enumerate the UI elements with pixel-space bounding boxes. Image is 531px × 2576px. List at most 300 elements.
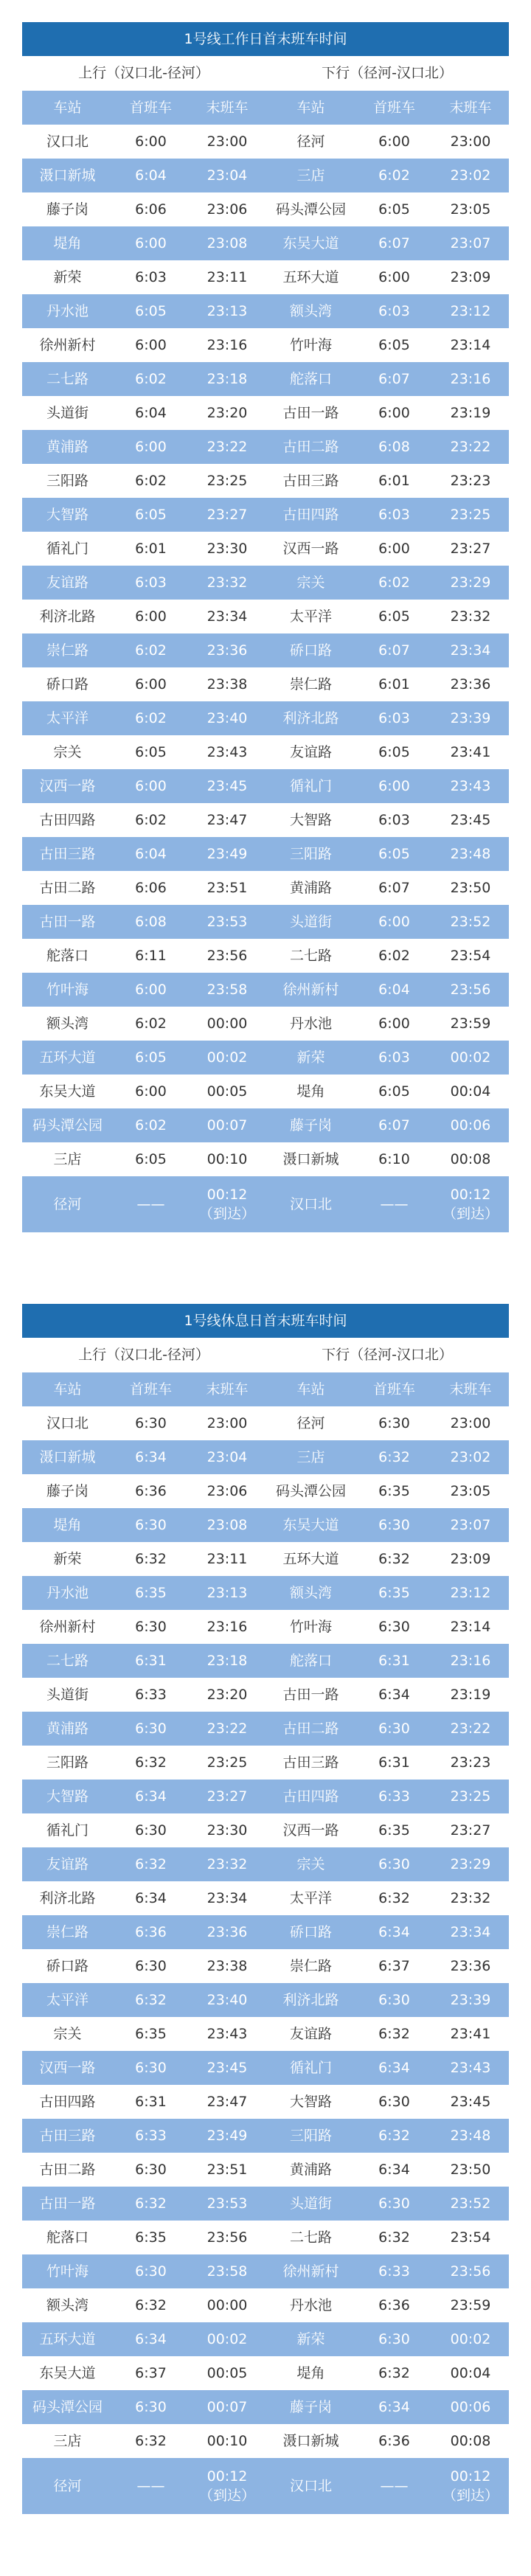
station-up-cell: 友谊路: [46, 574, 88, 591]
first-train-down-cell: 6:00: [378, 778, 410, 794]
first-train-down-cell: 6:34: [378, 2060, 410, 2076]
station-up-cell: 新荣: [53, 1551, 82, 1567]
table-row: [22, 1644, 509, 1678]
last-train-down-cell: 23:43: [450, 2060, 491, 2076]
first-train-down-cell: 6:34: [378, 2399, 410, 2415]
table-row: [22, 1075, 509, 1108]
table-row: [22, 2017, 509, 2051]
first-train-up-cell: 6:31: [135, 2094, 167, 2110]
first-train-up-cell: ——: [136, 2478, 165, 2494]
table-row: [22, 1949, 509, 1983]
station-down-cell: 五环大道: [282, 269, 339, 285]
first-train-up-cell: 6:06: [135, 880, 167, 896]
table-row: [22, 2221, 509, 2254]
table-row: [22, 1108, 509, 1142]
last-train-up-cell: 23:45: [206, 2060, 248, 2076]
first-train-down-cell: 6:05: [378, 201, 410, 218]
last-train-up-cell: 23:11: [206, 1551, 248, 1567]
station-up-cell: 滠口新城: [39, 167, 96, 184]
last-train-up-cell: 23:13: [206, 1585, 248, 1601]
last-train-down-cell: 23:07: [450, 1517, 491, 1533]
last-train-up-cell: 00:02: [206, 1049, 248, 1066]
last-train-up-cell: 23:34: [206, 608, 248, 625]
last-train-up-cell: 23:40: [206, 710, 248, 726]
last-train-down-cell: 23:48: [450, 846, 491, 862]
last-train-up-cell: 00:02: [206, 2331, 248, 2347]
first-train-up-cell: 6:00: [135, 608, 167, 625]
station-up-cell: 利济北路: [39, 608, 96, 625]
last-train-down-cell: 23:09: [450, 1551, 491, 1567]
table-row: [22, 1440, 509, 1474]
station-down-cell: 新荣: [296, 2331, 325, 2347]
table-row: [22, 1542, 509, 1576]
last-train-down-cell: 00:08: [450, 1151, 491, 1167]
last-train-up-cell: 00:10: [206, 2433, 248, 2449]
last-train-down-cell: 23:50: [450, 880, 491, 896]
station-up-cell: 硚口路: [46, 1958, 88, 1974]
station-down-cell: 汉口北: [289, 1196, 332, 1212]
first-train-down-cell: 6:30: [378, 1517, 410, 1533]
station-down-cell: 古田二路: [282, 439, 339, 455]
station-up-cell: 汉口北: [46, 133, 88, 150]
first-train-up-cell: 6:34: [135, 2331, 167, 2347]
first-train-down-cell: 6:32: [378, 2229, 410, 2246]
first-train-up-cell: 6:05: [135, 303, 167, 319]
station-up-cell: 三阳路: [46, 473, 88, 489]
station-down-cell: 竹叶海: [289, 337, 332, 353]
col-first-train: 首班车: [129, 100, 172, 116]
table-row: [22, 600, 509, 633]
table-row: [22, 532, 509, 566]
last-train-down-cell: 00:02: [450, 1049, 491, 1066]
station-up-cell: 古田四路: [39, 2094, 96, 2110]
first-train-down-cell: 6:00: [378, 541, 410, 557]
last-train-down-cell: 23:14: [450, 1619, 491, 1635]
station-up-cell: 古田二路: [39, 2162, 96, 2178]
station-up-cell: 黄浦路: [46, 1721, 88, 1737]
first-train-up-cell: 6:30: [135, 1517, 167, 1533]
last-train-down-cell: 23:39: [450, 710, 491, 726]
first-train-up-cell: 6:30: [135, 2399, 167, 2415]
table-row: [22, 1813, 509, 1847]
last-train-up-cell: 00:12 （到达）: [198, 1187, 255, 1222]
station-up-cell: 古田四路: [39, 812, 96, 828]
station-down-cell: 五环大道: [282, 1551, 339, 1567]
first-train-down-cell: 6:03: [378, 812, 410, 828]
last-train-down-cell: 23:12: [450, 1585, 491, 1601]
station-up-cell: 堤角: [53, 1517, 82, 1533]
station-up-cell: 滠口新城: [39, 1449, 96, 1465]
table-row: [22, 1406, 509, 1440]
last-train-down-cell: 23:23: [450, 1754, 491, 1771]
last-train-up-cell: 23:49: [206, 846, 248, 862]
last-train-up-cell: 23:06: [206, 1483, 248, 1499]
last-train-up-cell: 23:08: [206, 235, 248, 251]
last-train-up-cell: 23:36: [206, 1924, 248, 1940]
station-down-cell: 汉西一路: [282, 541, 339, 557]
first-train-up-cell: 6:00: [135, 1083, 167, 1100]
last-train-up-cell: 00:07: [206, 2399, 248, 2415]
station-up-cell: 头道街: [46, 1687, 88, 1703]
first-train-down-cell: 6:30: [378, 1992, 410, 2008]
last-train-up-cell: 23:25: [206, 1754, 248, 1771]
last-train-down-cell: 23:16: [450, 371, 491, 387]
station-down-cell: 滠口新城: [282, 2433, 339, 2449]
first-train-down-cell: 6:30: [378, 1415, 410, 1431]
first-train-down-cell: 6:30: [378, 2094, 410, 2110]
station-down-cell: 大智路: [289, 812, 332, 828]
table-row: [22, 905, 509, 939]
last-train-up-cell: 23:49: [206, 2128, 248, 2144]
station-down-cell: 古田一路: [282, 1687, 339, 1703]
table-row: [22, 1983, 509, 2017]
first-train-down-cell: 6:32: [378, 1551, 410, 1567]
station-down-cell: 码头潭公园: [275, 201, 346, 218]
station-down-cell: 头道街: [289, 914, 332, 930]
first-train-down-cell: ——: [380, 1196, 409, 1212]
first-train-up-cell: 6:32: [135, 1551, 167, 1567]
table-row: [22, 192, 509, 226]
last-train-up-cell: 23:22: [206, 1721, 248, 1737]
last-train-up-cell: 23:00: [206, 133, 248, 150]
station-down-cell: 舵落口: [289, 1653, 332, 1669]
col-station: 车站: [53, 1381, 82, 1398]
table-row: [22, 2322, 509, 2356]
first-train-up-cell: 6:00: [135, 676, 167, 692]
first-train-up-cell: 6:37: [135, 2365, 167, 2381]
station-down-cell: 东吴大道: [282, 235, 339, 251]
table-row: [22, 2187, 509, 2221]
last-train-up-cell: 23:43: [206, 2026, 248, 2042]
weekend-up-direction: 上行（汉口北-径河）: [78, 1347, 209, 1363]
first-train-up-cell: 6:32: [135, 2195, 167, 2212]
first-train-up-cell: 6:03: [135, 269, 167, 285]
last-train-down-cell: 23:29: [450, 1856, 491, 1872]
first-train-down-cell: 6:30: [378, 2331, 410, 2347]
first-train-up-cell: 6:34: [135, 1788, 167, 1805]
last-train-down-cell: 23:34: [450, 1924, 491, 1940]
station-down-cell: 码头潭公园: [275, 1483, 346, 1499]
last-train-down-cell: 23:22: [450, 1721, 491, 1737]
first-train-up-cell: 6:11: [135, 948, 167, 964]
station-down-cell: 二七路: [289, 948, 332, 964]
first-train-down-cell: 6:03: [378, 507, 410, 523]
first-train-up-cell: 6:00: [135, 778, 167, 794]
station-up-cell: 徐州新村: [39, 1619, 96, 1635]
first-train-down-cell: 6:07: [378, 880, 410, 896]
station-down-cell: 汉西一路: [282, 1822, 339, 1839]
station-up-cell: 新荣: [53, 269, 82, 285]
first-train-down-cell: 6:32: [378, 1890, 410, 1906]
table-row: [22, 1142, 509, 1176]
first-train-up-cell: 6:30: [135, 2060, 167, 2076]
last-train-down-cell: 23:54: [450, 948, 491, 964]
last-train-up-cell: 00:12 （到达）: [198, 2468, 255, 2504]
last-train-up-cell: 23:27: [206, 1788, 248, 1805]
last-train-down-cell: 23:45: [450, 812, 491, 828]
first-train-down-cell: 6:34: [378, 2162, 410, 2178]
last-train-up-cell: 23:56: [206, 948, 248, 964]
first-train-up-cell: 6:30: [135, 1415, 167, 1431]
table-row: [22, 2153, 509, 2187]
table-row: [22, 701, 509, 735]
station-up-cell: 汉西一路: [39, 2060, 96, 2076]
first-train-down-cell: 6:02: [378, 948, 410, 964]
last-train-down-cell: 23:05: [450, 201, 491, 218]
table-row: [22, 464, 509, 498]
last-train-down-cell: 23:56: [450, 982, 491, 998]
station-up-cell: 五环大道: [39, 1049, 96, 1066]
last-train-down-cell: 23:39: [450, 1992, 491, 2008]
station-down-cell: 循礼门: [289, 778, 332, 794]
table-row: [22, 1576, 509, 1610]
col-station: 车站: [296, 100, 325, 116]
first-train-down-cell: 6:00: [378, 1016, 410, 1032]
first-train-down-cell: 6:08: [378, 439, 410, 455]
workday-timetable: [22, 22, 509, 1232]
station-down-cell: 古田四路: [282, 1788, 339, 1805]
first-train-down-cell: 6:37: [378, 1958, 410, 1974]
station-up-cell: 额头湾: [46, 2297, 88, 2313]
station-up-cell: 丹水池: [46, 303, 88, 319]
last-train-down-cell: 00:12 （到达）: [442, 1187, 499, 1222]
last-train-up-cell: 23:18: [206, 371, 248, 387]
first-train-up-cell: 6:04: [135, 167, 167, 184]
table-row-terminal: [22, 1176, 509, 1232]
station-up-cell: 竹叶海: [46, 2263, 88, 2280]
station-up-cell: 宗关: [53, 2026, 82, 2042]
first-train-down-cell: 6:33: [378, 2263, 410, 2280]
last-train-up-cell: 23:11: [206, 269, 248, 285]
last-train-down-cell: 23:02: [450, 167, 491, 184]
last-train-down-cell: 00:12 （到达）: [442, 2468, 499, 2504]
col-first-train: 首班车: [129, 1381, 172, 1398]
station-up-cell: 径河: [53, 2478, 82, 2494]
station-down-cell: 崇仁路: [289, 676, 332, 692]
last-train-up-cell: 00:07: [206, 1117, 248, 1133]
station-up-cell: 古田一路: [39, 2195, 96, 2212]
last-train-up-cell: 23:40: [206, 1992, 248, 2008]
last-train-up-cell: 23:56: [206, 2229, 248, 2246]
first-train-up-cell: 6:01: [135, 541, 167, 557]
first-train-down-cell: 6:30: [378, 1856, 410, 1872]
last-train-up-cell: 23:04: [206, 1449, 248, 1465]
station-up-cell: 大智路: [46, 507, 88, 523]
station-down-cell: 宗关: [296, 574, 325, 591]
weekend-title: 1号线休息日首末班车时间: [22, 1304, 509, 1338]
last-train-down-cell: 23:22: [450, 439, 491, 455]
station-down-cell: 硚口路: [289, 642, 332, 659]
station-down-cell: 硚口路: [289, 1924, 332, 1940]
first-train-up-cell: 6:02: [135, 1016, 167, 1032]
station-down-cell: 三阳路: [289, 2128, 332, 2144]
weekend-timetable: [22, 1304, 509, 2514]
station-down-cell: 循礼门: [289, 2060, 332, 2076]
station-up-cell: 循礼门: [46, 541, 88, 557]
station-up-cell: 太平洋: [46, 710, 88, 726]
first-train-up-cell: 6:32: [135, 1754, 167, 1771]
station-up-cell: 大智路: [46, 1788, 88, 1805]
first-train-down-cell: 6:05: [378, 608, 410, 625]
first-train-up-cell: 6:04: [135, 846, 167, 862]
station-up-cell: 舵落口: [46, 948, 88, 964]
last-train-down-cell: 23:36: [450, 1958, 491, 1974]
station-down-cell: 二七路: [289, 2229, 332, 2246]
station-up-cell: 额头湾: [46, 1016, 88, 1032]
first-train-up-cell: 6:32: [135, 2433, 167, 2449]
table-row: [22, 1746, 509, 1780]
first-train-down-cell: 6:32: [378, 2026, 410, 2042]
last-train-down-cell: 23:34: [450, 642, 491, 659]
last-train-down-cell: 23:54: [450, 2229, 491, 2246]
station-up-cell: 五环大道: [39, 2331, 96, 2347]
first-train-up-cell: 6:33: [135, 1687, 167, 1703]
first-train-down-cell: 6:00: [378, 269, 410, 285]
table-row: [22, 159, 509, 192]
first-train-down-cell: 6:32: [378, 2365, 410, 2381]
station-up-cell: 宗关: [53, 744, 82, 760]
station-up-cell: 堤角: [53, 235, 82, 251]
first-train-up-cell: 6:32: [135, 2297, 167, 2313]
last-train-down-cell: 00:02: [450, 2331, 491, 2347]
table-row: [22, 2119, 509, 2153]
first-train-down-cell: 6:32: [378, 1449, 410, 1465]
weekend-direction-row: [22, 1338, 509, 1372]
last-train-up-cell: 23:38: [206, 1958, 248, 1974]
first-train-up-cell: 6:02: [135, 1117, 167, 1133]
first-train-up-cell: 6:02: [135, 642, 167, 659]
first-train-down-cell: 6:35: [378, 1822, 410, 1839]
first-train-down-cell: 6:07: [378, 642, 410, 659]
last-train-up-cell: 23:04: [206, 167, 248, 184]
first-train-up-cell: 6:35: [135, 2026, 167, 2042]
last-train-up-cell: 00:00: [206, 1016, 248, 1032]
first-train-up-cell: 6:00: [135, 337, 167, 353]
table-row: [22, 769, 509, 803]
last-train-up-cell: 23:27: [206, 507, 248, 523]
first-train-down-cell: 6:05: [378, 1083, 410, 1100]
station-down-cell: 滠口新城: [282, 1151, 339, 1167]
table-row: [22, 226, 509, 260]
last-train-up-cell: 23:06: [206, 201, 248, 218]
first-train-down-cell: 6:35: [378, 1585, 410, 1601]
station-down-cell: 友谊路: [289, 744, 332, 760]
first-train-down-cell: 6:03: [378, 1049, 410, 1066]
first-train-up-cell: 6:36: [135, 1924, 167, 1940]
table-row: [22, 2390, 509, 2424]
station-down-cell: 竹叶海: [289, 1619, 332, 1635]
table-row: [22, 566, 509, 600]
last-train-down-cell: 23:16: [450, 1653, 491, 1669]
table-row: [22, 1041, 509, 1075]
first-train-down-cell: 6:07: [378, 1117, 410, 1133]
workday-down-direction: 下行（径河-汉口北）: [322, 65, 453, 81]
last-train-down-cell: 23:25: [450, 1788, 491, 1805]
table-row: [22, 871, 509, 905]
station-down-cell: 太平洋: [289, 608, 332, 625]
last-train-up-cell: 00:00: [206, 2297, 248, 2313]
station-up-cell: 利济北路: [39, 1890, 96, 1906]
last-train-down-cell: 23:59: [450, 2297, 491, 2313]
last-train-down-cell: 23:07: [450, 235, 491, 251]
first-train-down-cell: 6:07: [378, 371, 410, 387]
station-down-cell: 古田四路: [282, 507, 339, 523]
station-up-cell: 二七路: [46, 371, 88, 387]
last-train-up-cell: 00:05: [206, 2365, 248, 2381]
station-up-cell: 太平洋: [46, 1992, 88, 2008]
last-train-up-cell: 00:05: [206, 1083, 248, 1100]
first-train-up-cell: 6:32: [135, 1992, 167, 2008]
last-train-up-cell: 23:08: [206, 1517, 248, 1533]
last-train-down-cell: 23:19: [450, 1687, 491, 1703]
last-train-down-cell: 23:00: [450, 133, 491, 150]
table-row: [22, 430, 509, 464]
first-train-up-cell: 6:30: [135, 1822, 167, 1839]
last-train-up-cell: 23:32: [206, 574, 248, 591]
station-down-cell: 头道街: [289, 2195, 332, 2212]
first-train-up-cell: 6:35: [135, 2229, 167, 2246]
table-row: [22, 973, 509, 1007]
first-train-up-cell: 6:32: [135, 1856, 167, 1872]
first-train-down-cell: 6:36: [378, 2297, 410, 2313]
last-train-up-cell: 23:22: [206, 439, 248, 455]
last-train-down-cell: 00:04: [450, 2365, 491, 2381]
table-row: [22, 1007, 509, 1041]
first-train-up-cell: 6:05: [135, 1049, 167, 1066]
station-up-cell: 崇仁路: [46, 1924, 88, 1940]
first-train-up-cell: 6:31: [135, 1653, 167, 1669]
last-train-down-cell: 23:27: [450, 541, 491, 557]
first-train-up-cell: 6:08: [135, 914, 167, 930]
station-down-cell: 藤子岗: [289, 1117, 332, 1133]
station-up-cell: 舵落口: [46, 2229, 88, 2246]
first-train-up-cell: 6:30: [135, 1619, 167, 1635]
first-train-down-cell: 6:34: [378, 1687, 410, 1703]
station-up-cell: 古田三路: [39, 846, 96, 862]
last-train-up-cell: 23:58: [206, 2263, 248, 2280]
first-train-up-cell: 6:05: [135, 1151, 167, 1167]
last-train-down-cell: 23:23: [450, 473, 491, 489]
last-train-down-cell: 23:27: [450, 1822, 491, 1839]
last-train-down-cell: 00:08: [450, 2433, 491, 2449]
station-up-cell: 径河: [53, 1196, 82, 1212]
station-down-cell: 舵落口: [289, 371, 332, 387]
station-down-cell: 太平洋: [289, 1890, 332, 1906]
table-row: [22, 633, 509, 667]
last-train-up-cell: 23:43: [206, 744, 248, 760]
first-train-down-cell: 6:30: [378, 1721, 410, 1737]
first-train-up-cell: 6:33: [135, 2128, 167, 2144]
first-train-down-cell: 6:05: [378, 337, 410, 353]
station-up-cell: 藤子岗: [46, 1483, 88, 1499]
table-row: [22, 2288, 509, 2322]
station-up-cell: 东吴大道: [39, 1083, 96, 1100]
col-last-train: 末班车: [206, 1381, 249, 1398]
table-row: [22, 2254, 509, 2288]
first-train-down-cell: 6:36: [378, 2433, 410, 2449]
station-up-cell: 汉西一路: [39, 778, 96, 794]
station-down-cell: 徐州新村: [282, 982, 339, 998]
station-down-cell: 堤角: [296, 1083, 325, 1100]
station-up-cell: 竹叶海: [46, 982, 88, 998]
station-down-cell: 丹水池: [289, 2297, 332, 2313]
table-row: [22, 294, 509, 328]
last-train-down-cell: 23:50: [450, 2162, 491, 2178]
last-train-up-cell: 00:10: [206, 1151, 248, 1167]
first-train-down-cell: 6:32: [378, 2128, 410, 2144]
table-row: [22, 1474, 509, 1508]
table-row: [22, 735, 509, 769]
